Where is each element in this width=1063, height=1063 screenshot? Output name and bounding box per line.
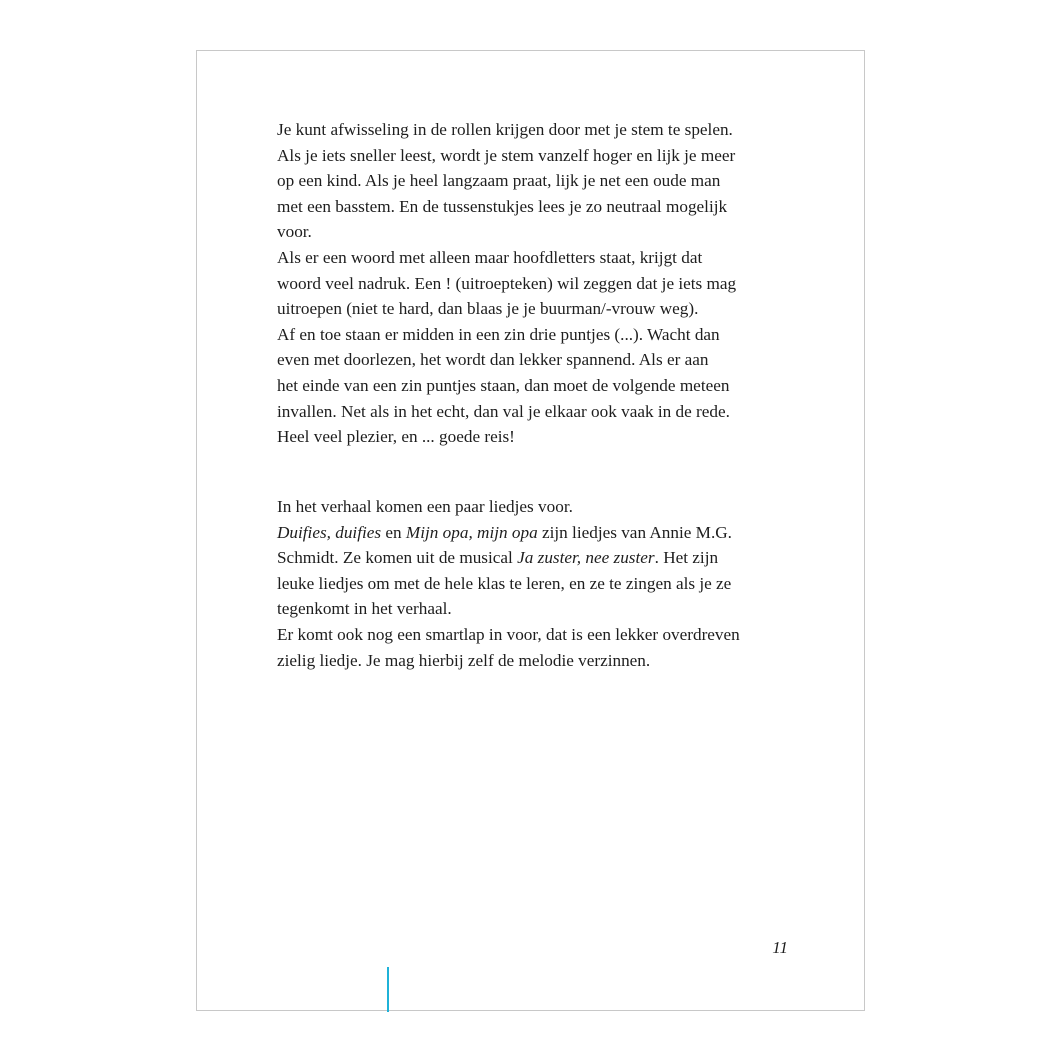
text-line: In het verhaal komen een paar liedjes voor. xyxy=(277,497,573,516)
text-line xyxy=(277,545,797,571)
text-line: voor. xyxy=(277,222,312,242)
song-title-duifies: Duifies, duifies xyxy=(277,522,382,542)
text-line: Af en toe staan er midden in een zin drie puntjes (...). Wacht dan xyxy=(277,324,720,344)
text-fragment: . Het zijn xyxy=(654,548,719,568)
page-number: 11 xyxy=(772,938,788,957)
text-line: Als je iets sneller leest, wordt je stem vanzelf hoger en lijk je meer xyxy=(277,145,736,165)
musical-title: Ja zuster, nee zuster xyxy=(517,548,655,568)
accent-divider-line xyxy=(387,967,389,1012)
text-fragment: en xyxy=(381,522,406,542)
songs-paragraph xyxy=(277,494,797,673)
text-line: woord veel nadruk. Een ! (uitroepteken) wil zeggen dat je iets mag xyxy=(277,273,737,293)
text-line: tegenkomt in het verhaal. xyxy=(277,599,452,619)
text-line: zielig liedje. Je mag hierbij zelf de melodie verzinnen. xyxy=(277,650,651,670)
document-page xyxy=(196,50,865,1011)
text-fragment: zijn liedjes van Annie M.G. xyxy=(537,522,732,542)
song-title-mijn-opa: Mijn opa, mijn opa xyxy=(405,522,538,542)
text-line: Als er een woord met alleen maar hoofdletters staat, krijgt dat xyxy=(277,247,703,267)
text-line: Er komt ook nog een smartlap in voor, dat is een lekker overdreven xyxy=(277,624,740,644)
text-line: het einde van een zin puntjes staan, dan moet de volgende meteen xyxy=(277,375,730,395)
text-line: Heel veel plezier, en ... goede reis! xyxy=(277,427,515,447)
text-line: uitroepen (niet te hard, dan blaas je je buurman/-vrouw weg). xyxy=(277,299,699,319)
text-line: met een basstem. En de tussenstukjes lees je zo neutraal mogelijk xyxy=(277,196,728,216)
text-fragment: Schmidt. Ze komen uit de musical xyxy=(277,548,518,568)
text-line: leuke liedjes om met de hele klas te leren, en ze te zingen als je ze xyxy=(277,573,732,593)
text-line: even met doorlezen, het wordt dan lekker spannend. Als er aan xyxy=(277,350,709,370)
text-line xyxy=(277,520,797,546)
text-line: Je kunt afwisseling in de rollen krijgen door met je stem te spelen. xyxy=(277,120,733,139)
intro-paragraph xyxy=(277,117,797,450)
text-line: invallen. Net als in het echt, dan val je elkaar ook vaak in de rede. xyxy=(277,401,730,421)
text-line: op een kind. Als je heel langzaam praat, lijk je net een oude man xyxy=(277,171,721,191)
